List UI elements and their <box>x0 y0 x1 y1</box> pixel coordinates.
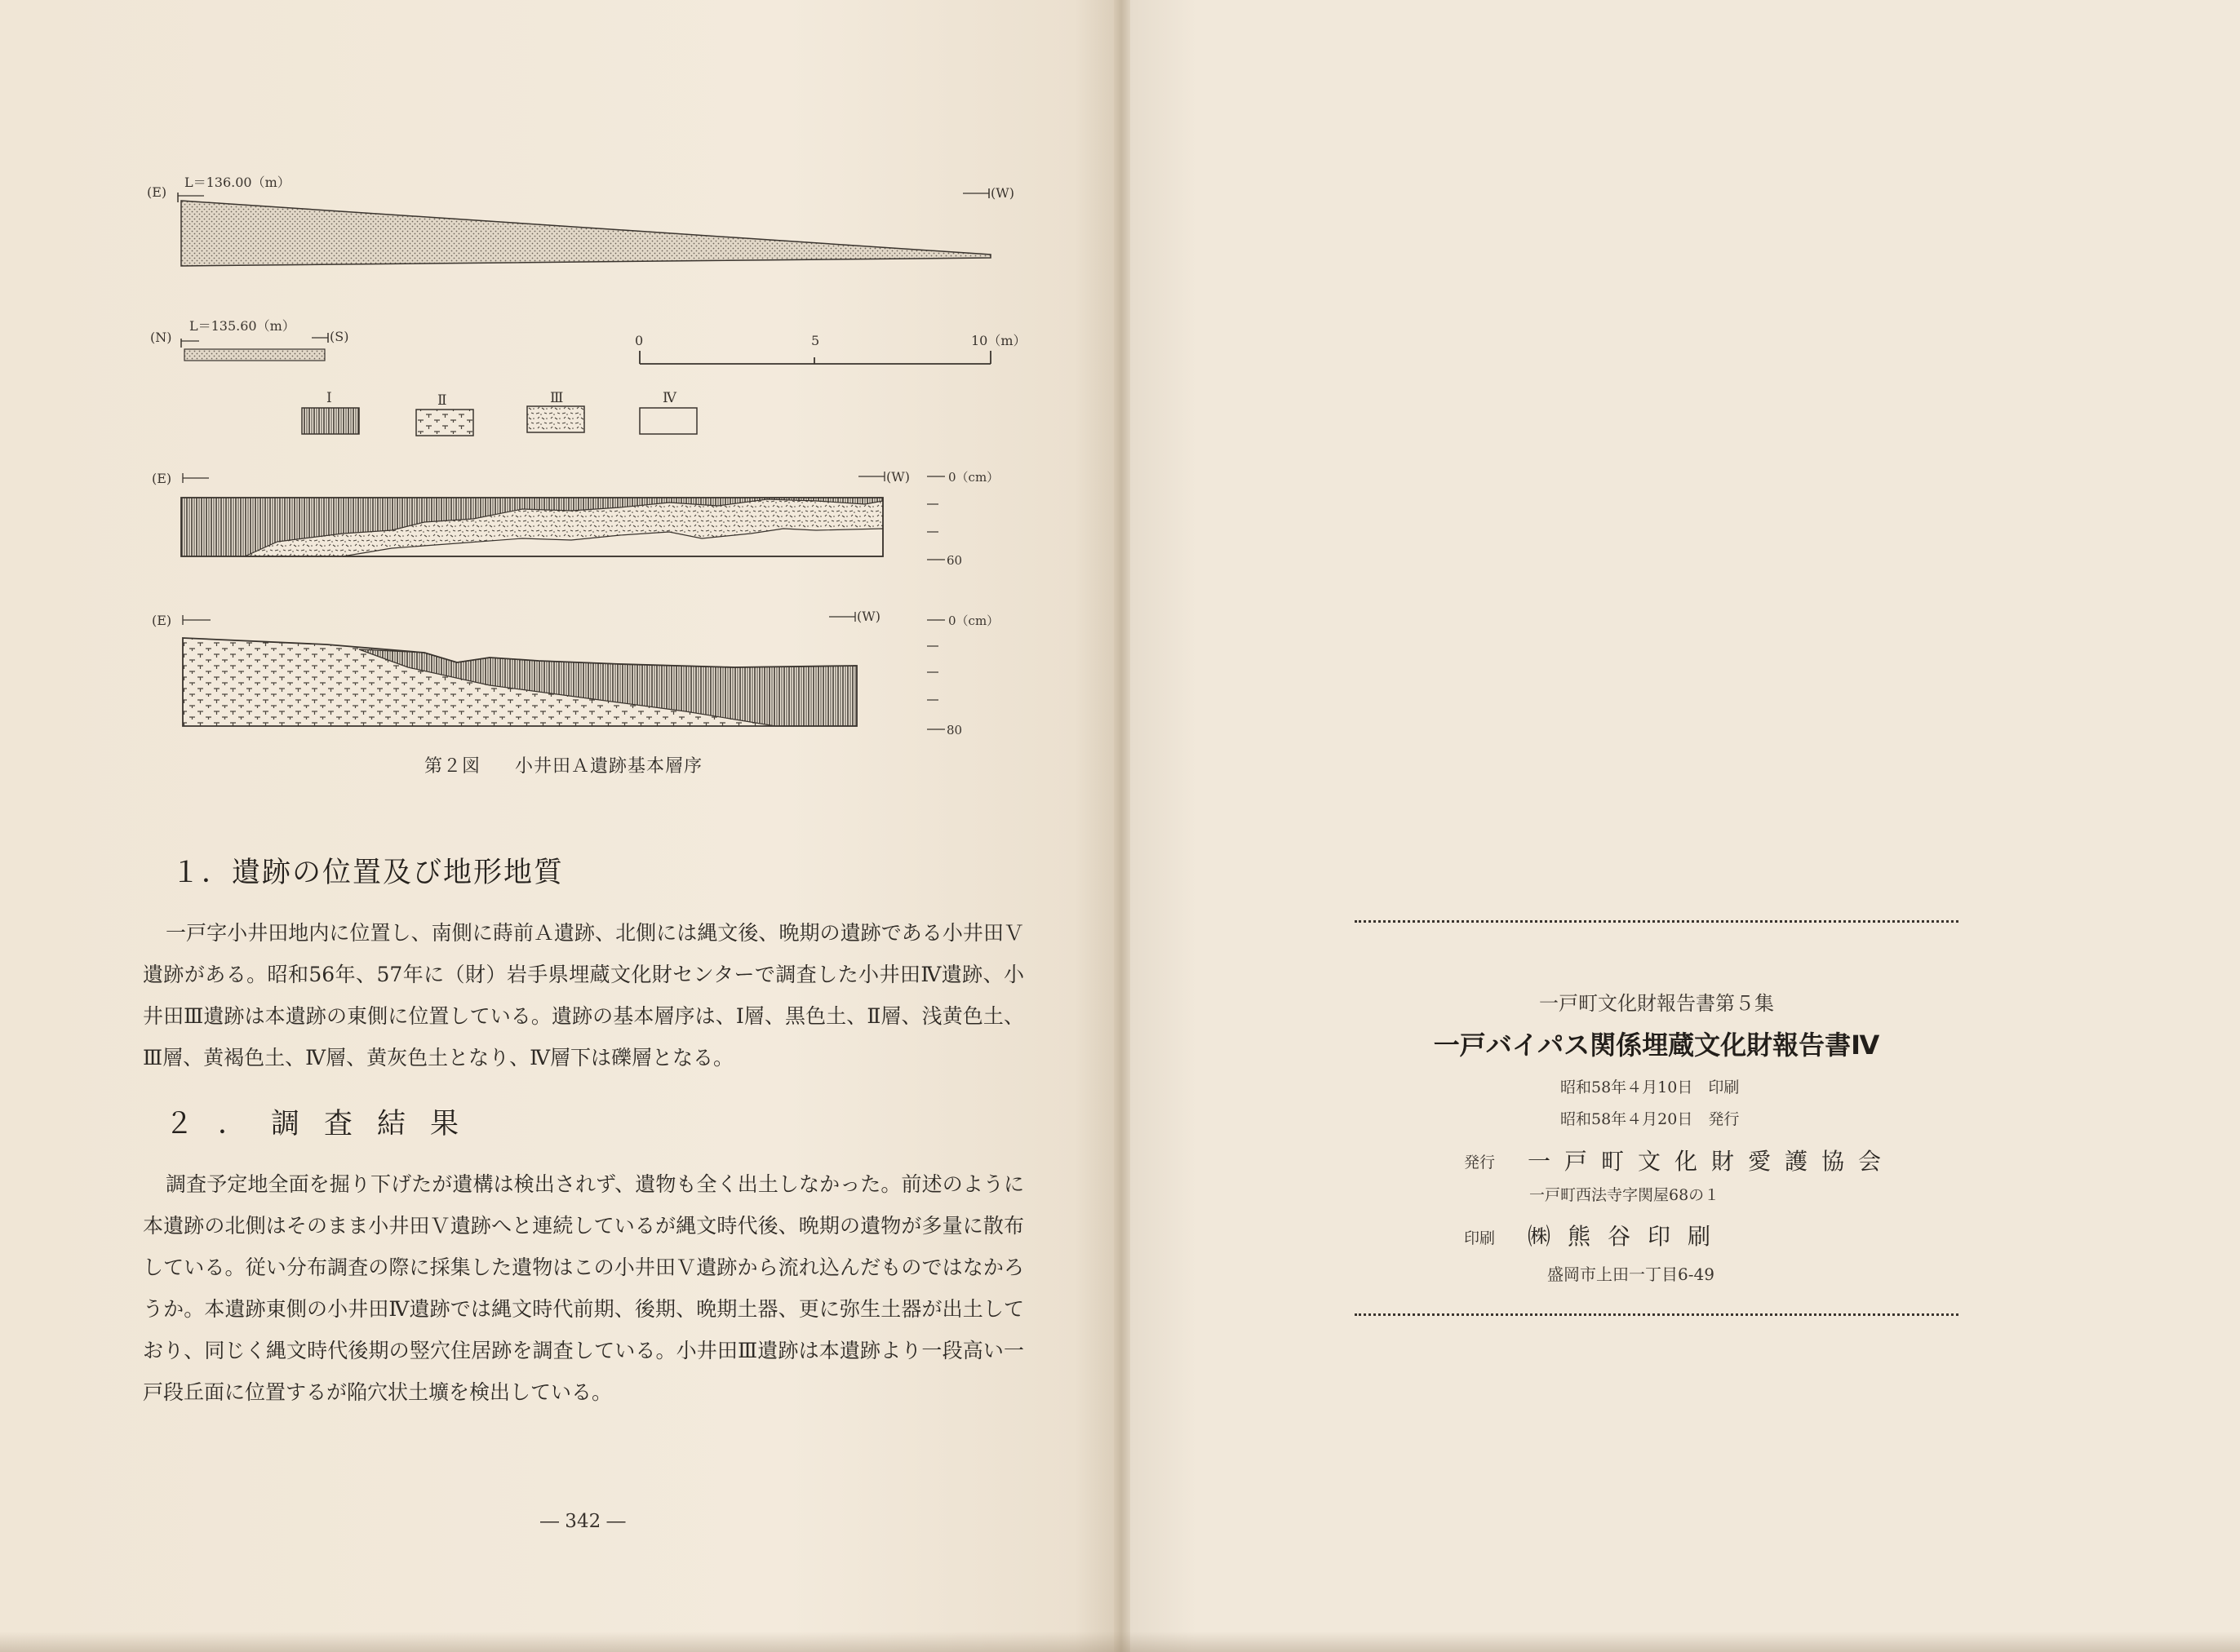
legend-swatch-layer2 <box>416 410 473 436</box>
legend-label-1: Ⅰ <box>326 390 332 406</box>
page-number: ― 342 ― <box>540 1511 626 1532</box>
section-body-results: 調査予定地全面を掘り下げたが遺構は検出されず、遺物も全く出土しなかった。前述のように本遺跡の北側はそのまま小井田Ｖ遺跡へと連続しているが縄文時代後、晩期の遺物が多量に散布している。従い分布調査の際に採集した遺物はこの小井田Ｖ遺跡から流れ込んだものではなかろうか。本遺跡東側の小井田Ⅳ遺跡では縄文時代前期、後期、晩期土器、更に弥生土器が出土しており、同じく縄文時代後期の竪穴住居跡を調査している。小井田Ⅲ遺跡は本遺跡より一段高い一戸段丘面に位置するが陥穴状土壙を検出している。 <box>143 1172 1024 1404</box>
colophon-top-rule <box>1355 920 1958 925</box>
scale-tick-5: 5 <box>811 333 820 348</box>
legend-swatch-layer1 <box>302 408 359 434</box>
legend-label-3: Ⅲ <box>550 390 564 406</box>
colophon-publisher-label: 発行 <box>1464 1154 1496 1171</box>
colophon <box>1355 915 1958 1320</box>
stratigraphy-figure <box>0 0 1120 783</box>
figure-caption <box>424 752 703 777</box>
section2-left-dir: (E) <box>152 613 172 628</box>
colophon-printer-address: 盛岡市上田一丁目6-49 <box>1547 1264 1714 1284</box>
section2-depth-bottom: 80 <box>947 723 963 737</box>
colophon-printed-date: 昭和58年４月10日 印刷 <box>1560 1078 1740 1096</box>
legend-swatch-layer4 <box>640 408 697 434</box>
section-body-location: 一戸字小井田地内に位置し、南側に蒔前Ａ遺跡、北側には縄文後、晩期の遺跡である小井田Ｖ遺跡がある。昭和56年、57年に（財）岩手県埋蔵文化財センターで調査した小井田Ⅳ遺跡、小井田Ⅲ遺跡は本遺跡の東側に位置している。遺跡の基本層序は、Ⅰ層、黒色土、Ⅱ層、浅黄色土、Ⅲ層、黄褐色土、Ⅳ層、黄灰色土となり、Ⅳ層下は礫層となる。 <box>143 921 1024 1070</box>
section-heading-location: １．遺跡の位置及び地形地質 <box>171 857 565 889</box>
profile2-elevation: L＝135.60（m） <box>189 318 295 334</box>
profile1-ground-band <box>181 201 991 266</box>
profile2-left-dir: (N) <box>150 330 172 345</box>
legend-label-4: Ⅳ <box>663 390 676 406</box>
profile1-right-dir: (W) <box>991 185 1014 201</box>
section1-left-dir: (E) <box>152 471 172 486</box>
colophon-printer: ㈱熊谷印刷 <box>1528 1223 1728 1250</box>
right-page <box>1130 0 2240 1652</box>
scale-tick-0: 0 <box>635 333 644 348</box>
profile1-elevation: L＝136.00（m） <box>184 175 291 190</box>
colophon-bottom-rule <box>1355 1313 1958 1318</box>
colophon-publisher: 一戸町文化財愛護協会 <box>1528 1148 1896 1175</box>
page-bottom-edge <box>0 1632 2240 1652</box>
section1-depth-bottom: 60 <box>947 553 963 568</box>
legend-label-2: Ⅱ <box>437 392 447 409</box>
section2-right-dir: (W) <box>857 609 880 624</box>
colophon-title: 一戸バイパス関係埋蔵文化財報告書Ⅳ <box>1433 1030 1880 1061</box>
figure-title: 小井田Ａ遺跡基本層序 <box>515 756 703 777</box>
profile2-ground-band <box>184 349 325 361</box>
figure-number: 第２図 <box>424 756 481 777</box>
profile1-left-dir: (E) <box>147 184 167 200</box>
scale-bar <box>640 351 991 364</box>
legend-swatch-layer3 <box>527 406 584 432</box>
colophon-publisher-address: 一戸町西法寺字関屋68の１ <box>1529 1186 1720 1204</box>
scale-tick-10: 10（m） <box>971 333 1027 348</box>
section1-right-dir: (W) <box>886 469 910 485</box>
colophon-printer-label: 印刷 <box>1464 1229 1496 1247</box>
section2-depth-top: 0（cm） <box>948 613 1000 628</box>
colophon-series: 一戸町文化財報告書第５集 <box>1539 992 1774 1015</box>
section1-depth-top: 0（cm） <box>948 470 1000 485</box>
colophon-issued-date: 昭和58年４月20日 発行 <box>1560 1110 1740 1128</box>
profile2-right-dir: (S) <box>330 329 349 344</box>
section-heading-results: ２．調査結果 <box>165 1108 484 1140</box>
